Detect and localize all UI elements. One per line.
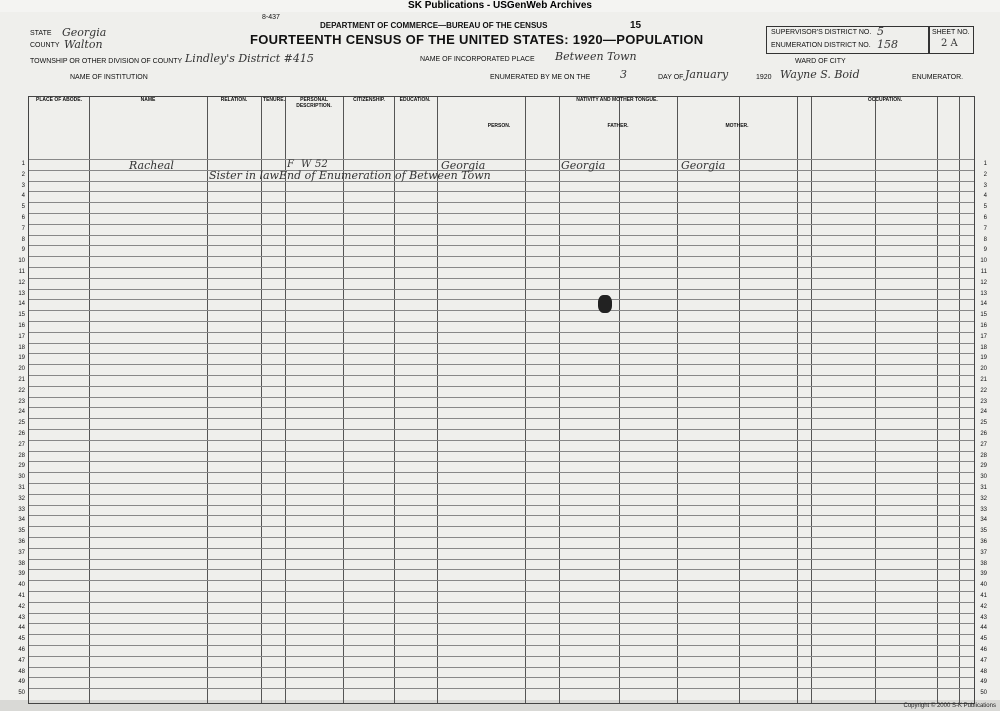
- line-number: 43: [980, 614, 987, 621]
- line-number: 30: [18, 474, 25, 481]
- line-number: 33: [18, 506, 25, 513]
- line-number: 19: [980, 355, 987, 362]
- line-number: 12: [980, 279, 987, 286]
- table-row: [29, 602, 974, 603]
- line-number: 14: [980, 301, 987, 308]
- table-row: [29, 461, 974, 462]
- line-number: 16: [980, 323, 987, 329]
- line-number: 5: [21, 204, 25, 211]
- table-row: [29, 202, 974, 203]
- line-number: 42: [980, 603, 987, 610]
- line-number: 4: [21, 193, 25, 200]
- table-row: [29, 245, 974, 246]
- group-tenure: TENURE.: [263, 97, 285, 103]
- entry-race: W: [301, 159, 312, 170]
- line-number: 40: [980, 582, 987, 589]
- state-value: Georgia: [62, 26, 107, 39]
- copyright-footer: Copyright © 2000 S-K Publications: [903, 703, 996, 709]
- entry-note: End of Enumeration of Between Town: [279, 169, 491, 182]
- line-number: 36: [980, 539, 987, 545]
- day-of-label: DAY OF: [658, 74, 684, 81]
- line-number: 26: [18, 431, 25, 437]
- ward-label: WARD OF CITY: [795, 58, 846, 65]
- line-number: 47: [18, 657, 25, 664]
- table-row: [29, 515, 974, 516]
- table-row: [29, 548, 974, 549]
- line-number: 15: [980, 312, 987, 319]
- entry-father-birthplace: Georgia: [561, 159, 606, 172]
- line-number: 49: [980, 679, 987, 686]
- sheet-box: [928, 26, 974, 54]
- table-row: [29, 667, 974, 668]
- line-number: 2: [983, 171, 987, 178]
- line-number: 17: [980, 333, 987, 340]
- table-row: [29, 353, 974, 354]
- archive-banner: SK Publications - USGenWeb Archives: [0, 0, 1000, 12]
- line-number: 11: [980, 269, 987, 275]
- line-number: 44: [18, 625, 25, 632]
- incorporated-value: Between Town: [555, 50, 637, 63]
- group-name: NAME: [140, 97, 156, 103]
- table-row: [29, 407, 974, 408]
- table-row: [29, 191, 974, 192]
- line-number: 34: [980, 517, 987, 524]
- table-row: [29, 289, 974, 290]
- enum-month: January: [685, 68, 729, 81]
- line-number: 31: [18, 485, 25, 491]
- line-number: 41: [980, 593, 987, 599]
- incorporated-label: NAME OF INCORPORATED PLACE: [420, 56, 535, 63]
- line-number: 50: [18, 690, 25, 697]
- line-number: 43: [18, 614, 25, 621]
- table-row: [29, 451, 974, 452]
- table-row: [29, 332, 974, 333]
- line-number: 26: [980, 431, 987, 437]
- table-row: [29, 688, 974, 689]
- group-education: EDUCATION.: [399, 97, 431, 103]
- form-code: 8-437: [262, 14, 280, 21]
- line-number: 29: [980, 463, 987, 470]
- line-number: 1: [21, 161, 25, 167]
- table-row: [29, 505, 974, 506]
- enumerated-label: ENUMERATED BY ME ON THE: [490, 74, 591, 81]
- line-number: 48: [18, 668, 25, 675]
- line-number: 39: [18, 571, 25, 578]
- line-number: 4: [983, 193, 987, 200]
- line-number: 11: [18, 269, 25, 275]
- line-number: 37: [980, 549, 987, 556]
- line-number: 22: [980, 387, 987, 394]
- line-number: 7: [21, 225, 25, 232]
- table-row: [29, 386, 974, 387]
- line-number: 2: [21, 171, 25, 178]
- entry-name: Racheal: [129, 159, 174, 172]
- line-number: 10: [980, 258, 987, 265]
- line-number: 6: [983, 215, 987, 221]
- line-number: 28: [18, 452, 25, 459]
- table-row: [29, 299, 974, 300]
- line-number: 42: [18, 603, 25, 610]
- table-row: [29, 256, 974, 257]
- line-number: 3: [983, 182, 987, 189]
- line-number: 8: [983, 236, 987, 243]
- entry-relation: Sister in law: [209, 169, 279, 182]
- table-row: [29, 235, 974, 236]
- table-row: [29, 559, 974, 560]
- line-number: 38: [980, 560, 987, 567]
- table-row: [29, 656, 974, 657]
- line-number: 6: [21, 215, 25, 221]
- line-number: 37: [18, 549, 25, 556]
- township-value: Lindley's District #415: [185, 52, 314, 65]
- table-row: [29, 591, 974, 592]
- line-number: 47: [980, 657, 987, 664]
- line-number: 35: [18, 528, 25, 535]
- line-number: 23: [980, 398, 987, 405]
- line-number: 14: [18, 301, 25, 308]
- line-number: 33: [980, 506, 987, 513]
- table-row: [29, 224, 974, 225]
- line-number: 9: [983, 247, 987, 254]
- sub-father: FATHER.: [607, 123, 629, 129]
- line-number: 46: [18, 647, 25, 653]
- institution-label: NAME OF INSTITUTION: [70, 74, 148, 81]
- census-grid: [18, 96, 987, 704]
- year: 1920: [756, 74, 772, 81]
- table-row: [29, 418, 974, 419]
- table-row: [29, 429, 974, 430]
- line-number: 13: [18, 290, 25, 297]
- line-number: 19: [18, 355, 25, 362]
- township-label: TOWNSHIP OR OTHER DIVISION OF COUNTY: [30, 58, 183, 65]
- census-title: FOURTEENTH CENSUS OF THE UNITED STATES: 1920—POPULATION: [250, 32, 704, 47]
- line-number: 27: [18, 441, 25, 448]
- line-number: 40: [18, 582, 25, 589]
- line-number: 1: [983, 161, 987, 167]
- line-number: 10: [18, 258, 25, 265]
- sheet-value: 2 A: [941, 38, 958, 49]
- state-label: STATE: [30, 30, 52, 37]
- group-nativity: NATIVITY AND MOTHER TONGUE.: [576, 97, 658, 103]
- table-row: [29, 526, 974, 527]
- table-row: [29, 494, 974, 495]
- table-row: [29, 645, 974, 646]
- line-number: 34: [18, 517, 25, 524]
- table-row: [29, 375, 974, 376]
- line-number: 25: [980, 420, 987, 427]
- census-sheet: [0, 12, 1000, 700]
- table-row: [29, 397, 974, 398]
- county-label: COUNTY: [30, 42, 60, 49]
- enum-district-value: 158: [877, 38, 898, 51]
- table-row: [29, 267, 974, 268]
- entry-mother-birthplace: Georgia: [681, 159, 726, 172]
- entry-sex: F: [287, 159, 294, 170]
- line-number: 46: [980, 647, 987, 653]
- form-number: 15: [630, 20, 642, 31]
- line-number: 16: [18, 323, 25, 329]
- ink-blot: [598, 295, 612, 313]
- line-number: 20: [18, 366, 25, 373]
- table-row: [29, 623, 974, 624]
- table-row: [29, 569, 974, 570]
- line-number: 3: [21, 182, 25, 189]
- line-number: 30: [980, 474, 987, 481]
- table-row: [29, 310, 974, 311]
- group-occupation: OCCUPATION.: [867, 97, 903, 103]
- line-number: 9: [21, 247, 25, 254]
- supervisor-label: SUPERVISOR'S DISTRICT NO.: [771, 29, 872, 36]
- line-number: 31: [980, 485, 987, 491]
- enumerator-name: Wayne S. Boid: [780, 68, 860, 81]
- table-row: [29, 343, 974, 344]
- line-number: 12: [18, 279, 25, 286]
- line-number: 13: [980, 290, 987, 297]
- line-number: 27: [980, 441, 987, 448]
- line-number: 18: [980, 344, 987, 351]
- line-number: 44: [980, 625, 987, 632]
- line-number: 28: [980, 452, 987, 459]
- line-number: 48: [980, 668, 987, 675]
- enum-district-label: ENUMERATION DISTRICT NO.: [771, 42, 871, 49]
- line-number: 25: [18, 420, 25, 427]
- county-value: Walton: [64, 38, 103, 51]
- line-number: 17: [18, 333, 25, 340]
- line-number: 18: [18, 344, 25, 351]
- line-number: 45: [18, 636, 25, 643]
- group-personal: PERSONAL DESCRIPTION.: [296, 97, 332, 109]
- entry-birthplace: Georgia: [441, 159, 486, 172]
- entry-age: 52: [315, 159, 328, 170]
- line-number: 23: [18, 398, 25, 405]
- line-number: 38: [18, 560, 25, 567]
- sub-person: PERSON.: [487, 123, 511, 129]
- district-box: [766, 26, 930, 54]
- table-row: [29, 580, 974, 581]
- table-row: [29, 472, 974, 473]
- line-number: 50: [980, 690, 987, 697]
- line-number: 24: [980, 409, 987, 416]
- table-row: [29, 537, 974, 538]
- line-number: 24: [18, 409, 25, 416]
- table-row: [29, 483, 974, 484]
- line-number: 41: [18, 593, 25, 599]
- table-row: [29, 364, 974, 365]
- sheet-label: SHEET NO.: [932, 29, 970, 36]
- line-number: 7: [983, 225, 987, 232]
- line-number: 21: [980, 377, 987, 383]
- line-number: 21: [18, 377, 25, 383]
- table-row: [29, 213, 974, 214]
- supervisor-value: 5: [877, 25, 884, 38]
- group-relation: RELATION.: [220, 97, 248, 103]
- enumerator-label: ENUMERATOR.: [912, 74, 964, 81]
- department-line: DEPARTMENT OF COMMERCE—BUREAU OF THE CENSUS: [320, 21, 548, 30]
- line-number: 35: [980, 528, 987, 535]
- line-number: 49: [18, 679, 25, 686]
- line-number: 32: [980, 495, 987, 502]
- table-row: [29, 440, 974, 441]
- line-number: 45: [980, 636, 987, 643]
- table-row: [29, 677, 974, 678]
- line-number: 39: [980, 571, 987, 578]
- sub-mother: MOTHER.: [725, 123, 749, 129]
- line-number: 15: [18, 312, 25, 319]
- line-number: 5: [983, 204, 987, 211]
- table-row: [29, 181, 974, 182]
- line-number: 36: [18, 539, 25, 545]
- group-place-of-abode: PLACE OF ABODE.: [36, 97, 82, 103]
- group-citizenship: CITIZENSHIP.: [353, 97, 385, 103]
- table-row: [29, 278, 974, 279]
- line-number: 22: [18, 387, 25, 394]
- line-number: 29: [18, 463, 25, 470]
- line-number: 8: [21, 236, 25, 243]
- table-row: [29, 321, 974, 322]
- enum-day: 3: [620, 68, 627, 81]
- line-number: 32: [18, 495, 25, 502]
- table-row: [29, 613, 974, 614]
- table-row: [29, 634, 974, 635]
- line-number: 20: [980, 366, 987, 373]
